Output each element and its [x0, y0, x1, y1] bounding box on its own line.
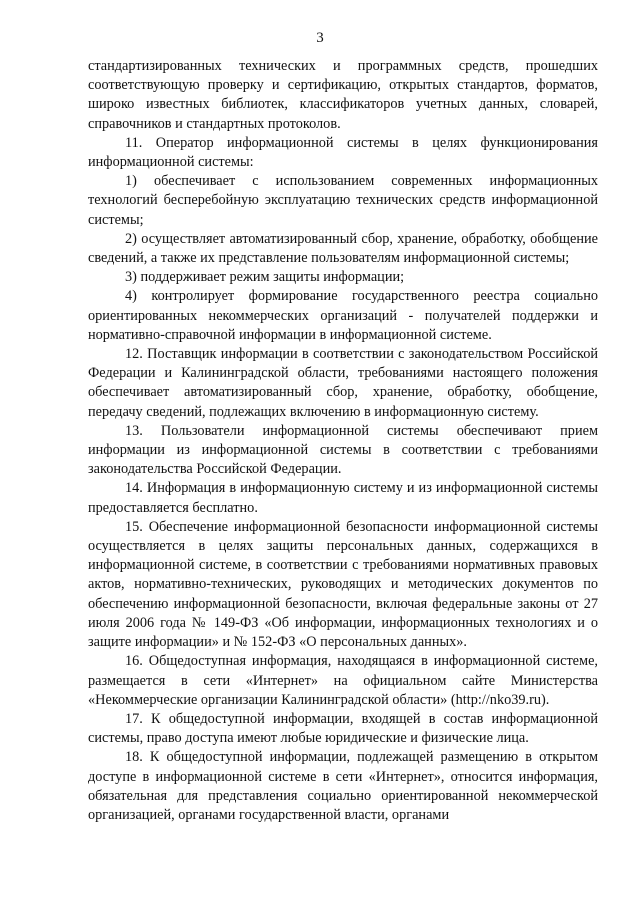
paragraph-13: 13. Пользователи информационной системы обеспечивают прием информации из информационной системы в соответствии с требованиями законодательства Российской Федерации.: [88, 422, 598, 478]
paragraph-11: 11. Оператор информационной системы в целях функционирования информационной системы:: [88, 134, 598, 171]
document-body: [88, 57, 598, 825]
paragraph-17: 17. К общедоступной информации, входящей в состав информационной системы, право доступа имеют любые юридические и физические лица.: [88, 710, 598, 747]
paragraph-16: 16. Общедоступная информация, находящаяся в информационной системе, размещается в сети «Интернет» на официальном сайте Министерства «Некоммерческие организации Калининградской области» (http://nko39.ru).: [88, 653, 598, 708]
paragraph-15: 15. Обеспечение информационной безопасности информационной системы осуществляется в целях защиты персональных данных, содержащихся в информационной системе, в соответствии с требованиями нормативных правовых актов, нормативно-технических, руководящих и методических документов по обеспечению информационной безопасности, включая федеральные законы от 27 июля 2006 года № 149-ФЗ «Об информации, информационных технологиях и о защите информации» и № 152-ФЗ «О персональных данных».: [88, 518, 598, 651]
page-number: 3: [316, 30, 324, 46]
paragraph-11-item-2: 2) осуществляет автоматизированный сбор, хранение, обработку, обобщение сведений, а также их представление пользователям информационной системы;: [88, 230, 598, 267]
paragraph-12: 12. Поставщик информации в соответствии с законодательством Российской Федерации и Калининградской области, требованиями настоящего положения обеспечивает автоматизированный сбор, хранение, обработку, обобщение, передачу сведений, подлежащих включению в информационную систему.: [88, 346, 598, 420]
paragraph-continuation: стандартизированных технических и программных средств, прошедших соответствующую проверку и сертификацию, открытых стандартов, форматов, широко известных библиотек, классификаторов учетных данных, словарей, справочников и стандартных протоколов.: [88, 58, 598, 132]
paragraph-11-item-3: 3) поддерживает режим защиты информации;: [125, 269, 405, 286]
paragraph-18: 18. К общедоступной информации, подлежащей размещению в открытом доступе в информационной системе в сети «Интернет», относится информация, обязательная для представления социально ориентированной некоммерческой организацией, органами государственной власти, органами: [88, 749, 598, 823]
paragraph-11-item-4: 4) контролирует формирование государственного реестра социально ориентированных некоммерческих организаций - получателей поддержки и нормативно-справочной информации в информационной системе.: [88, 288, 598, 343]
paragraph-11-item-1: 1) обеспечивает с использованием современных информационных технологий бесперебойную эксплуатацию технических средств информационной системы;: [88, 173, 598, 228]
paragraph-14: 14. Информация в информационную систему и из информационной системы предоставляется бесплатно.: [88, 480, 598, 516]
